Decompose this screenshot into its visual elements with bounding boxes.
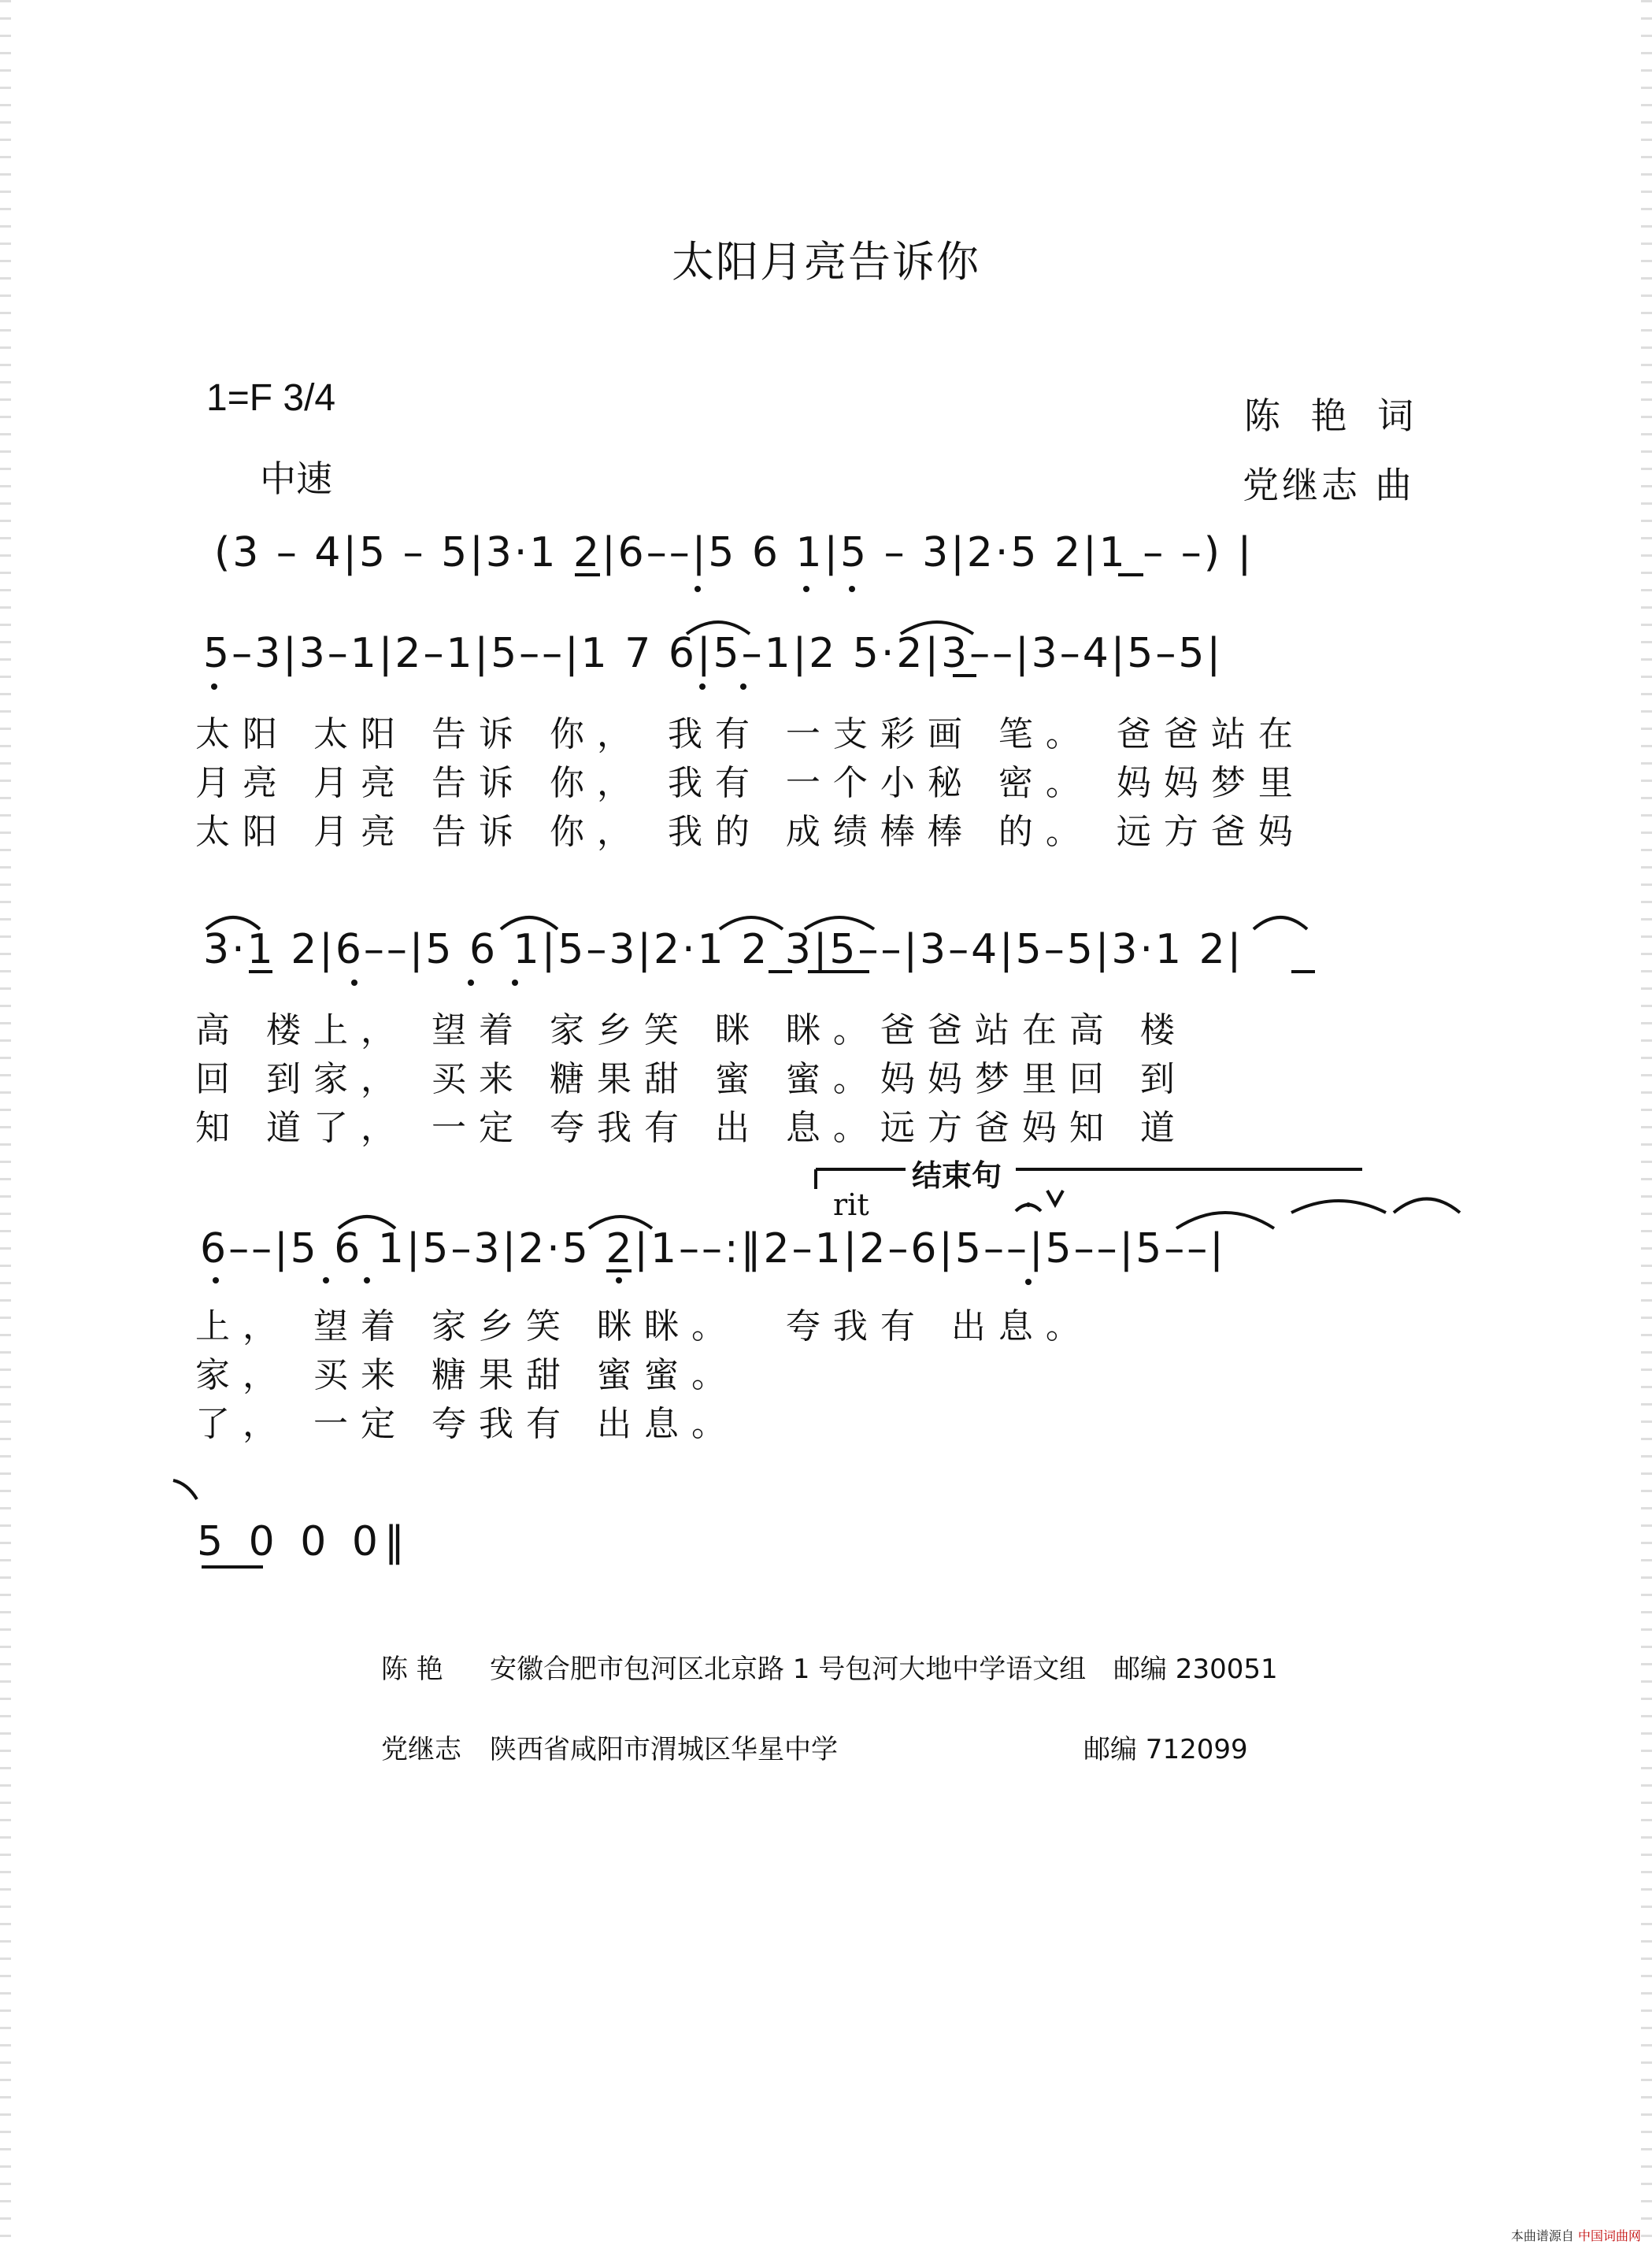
- lyrics-line-2-verse-3: 知 道了， 一定 夸我有 出 息。远方爸妈知 道: [195, 1108, 1187, 1148]
- music-line-1: 5–3|3–1|2–1|5––|1 7 6|5–1|2 5·2|3––|3–4|5–5|: [203, 630, 1223, 677]
- music-intro: (3 – 4|5 – 5|3·1 2|6––|5 6 1|5 – 3|2·5 2|1 – –) |: [214, 529, 1254, 576]
- slur-mark: [1291, 1201, 1386, 1213]
- tempo-marking: 中速: [260, 457, 332, 500]
- page-title: 太阳月亮告诉你: [672, 237, 980, 287]
- lyrics-line-1-verse-1: 太阳 太阳 告诉 你， 我有 一支彩画 笔。 爸爸站在: [195, 714, 1306, 754]
- fermata-mark: [1016, 1205, 1041, 1211]
- watermark-source: 本曲谱源自: [1510, 2228, 1574, 2243]
- slur-mark: [1394, 1199, 1460, 1213]
- source-watermark: [1511, 2226, 1641, 2244]
- rit-mark: rit: [833, 1187, 869, 1222]
- lyrics-line-3-verse-1: 上， 望着 家乡笑 眯眯。 夸我有 出息。: [195, 1306, 1093, 1346]
- address-name-1: 陈 艳: [381, 1654, 443, 1685]
- address-postcode-2: 邮编 712099: [1083, 1734, 1248, 1765]
- slur-mark: [1254, 917, 1307, 929]
- lyrics-line-2-verse-2: 回 到家， 买来 糖果甜 蜜 蜜。妈妈梦里回 到: [195, 1059, 1187, 1099]
- left-edge-pattern: [0, 0, 11, 2252]
- lyrics-line-1-verse-3: 太阳 月亮 告诉 你， 我的 成绩棒棒 的。 远方爸妈: [195, 812, 1306, 852]
- address-text-1: 安徽合肥市包河区北京路 1 号包河大地中学语文组: [490, 1654, 1087, 1685]
- ending-phrase-mark: 结束句: [912, 1158, 1002, 1193]
- key-signature: 1=F 3/4: [206, 377, 336, 419]
- lyrics-line-3-verse-2: 家， 买来 糖果甜 蜜蜜。: [195, 1355, 739, 1395]
- lyricist-credit: 陈 艳 词: [1244, 394, 1424, 437]
- lyrics-line-2-verse-1: 高 楼上， 望着 家乡笑 眯 眯。爸爸站在高 楼: [195, 1010, 1187, 1050]
- address-text-2: 陕西省咸阳市渭城区华星中学: [490, 1734, 838, 1765]
- right-edge-pattern: [1641, 0, 1652, 2252]
- music-ending: 5 0 0 0‖: [197, 1518, 411, 1565]
- lyrics-line-1-verse-2: 月亮 月亮 告诉 你， 我有 一个小秘 密。 妈妈梦里: [195, 763, 1306, 803]
- address-name-2: 党继志: [381, 1734, 461, 1765]
- lyrics-line-3-verse-3: 了， 一定 夸我有 出息。: [195, 1404, 739, 1444]
- watermark-site: 中国词曲网: [1577, 2228, 1641, 2243]
- composer-credit: 党继志 曲: [1243, 464, 1415, 506]
- music-line-2: 3·1 2|6––|5 6 1|5–3|2·1 2 3|5––|3–4|5–5|3·1 2|: [203, 926, 1244, 973]
- breath-mark: [1047, 1191, 1063, 1205]
- address-postcode-1: 邮编 230051: [1113, 1654, 1278, 1685]
- accent-stroke: [173, 1480, 197, 1499]
- music-line-3: 6––|5 6 1|5–3|2·5 2|1––:‖2–1|2–6|5––|5––|5––|: [200, 1225, 1226, 1272]
